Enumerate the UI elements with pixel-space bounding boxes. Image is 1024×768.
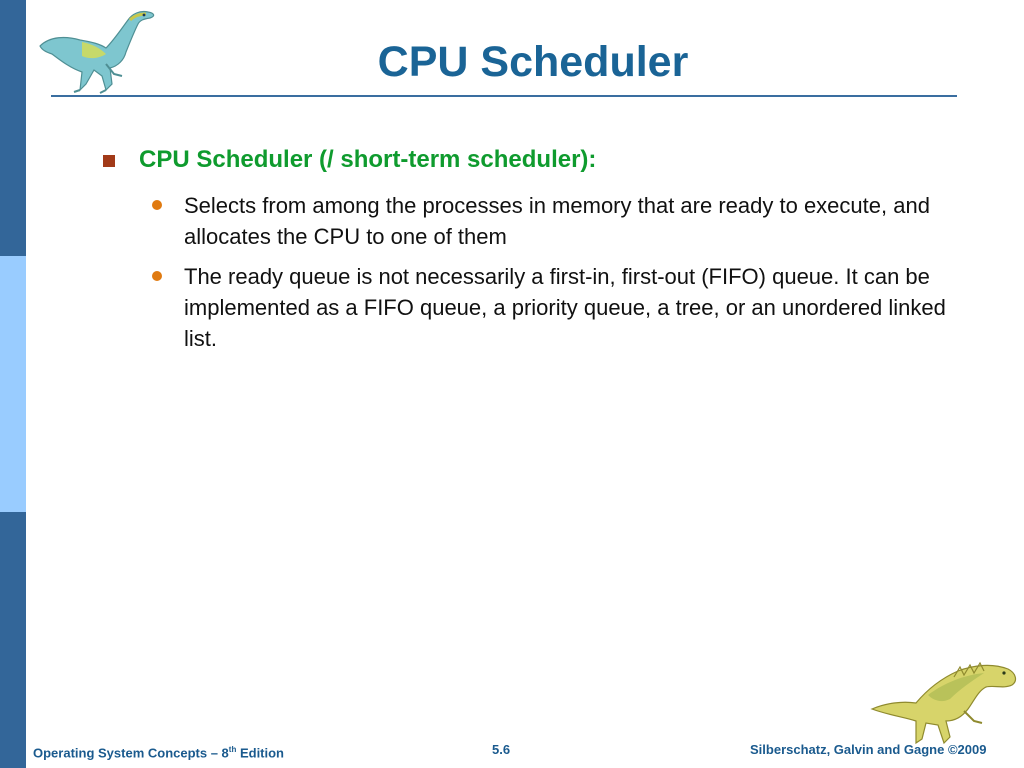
sub-bullet-text: The ready queue is not necessarily a first-in, first-out (FIFO) queue. It can be implemented as a FIFO queue, a priority queue, a tree, or an unordered linked list. xyxy=(184,264,946,351)
sub-bullet-text: Selects from among the processes in memory that are ready to execute, and allocates the CPU to one of them xyxy=(184,193,930,249)
sidebar-segment-middle xyxy=(0,256,26,512)
sidebar-stripe xyxy=(0,0,26,768)
footer-book-suffix: Edition xyxy=(236,745,285,761)
footer-page-number: 5.6 xyxy=(492,742,511,757)
heading-text: CPU Scheduler (/ short-term scheduler): xyxy=(139,146,597,173)
footer-book-title xyxy=(33,745,284,760)
square-bullet-icon xyxy=(103,155,115,167)
title-underline xyxy=(51,95,957,97)
round-bullet-icon xyxy=(152,271,162,281)
dinosaur-bottom-icon xyxy=(868,655,1020,747)
footer-book-prefix: Operating System Concepts – 8 xyxy=(33,745,229,761)
footer-book-sup: th xyxy=(228,745,237,754)
sidebar-segment-bottom xyxy=(0,512,26,768)
round-bullet-icon xyxy=(152,200,162,210)
footer-copyright: Silberschatz, Galvin and Gagne ©2009 xyxy=(750,742,987,757)
slide-title: CPU Scheduler xyxy=(377,38,689,86)
